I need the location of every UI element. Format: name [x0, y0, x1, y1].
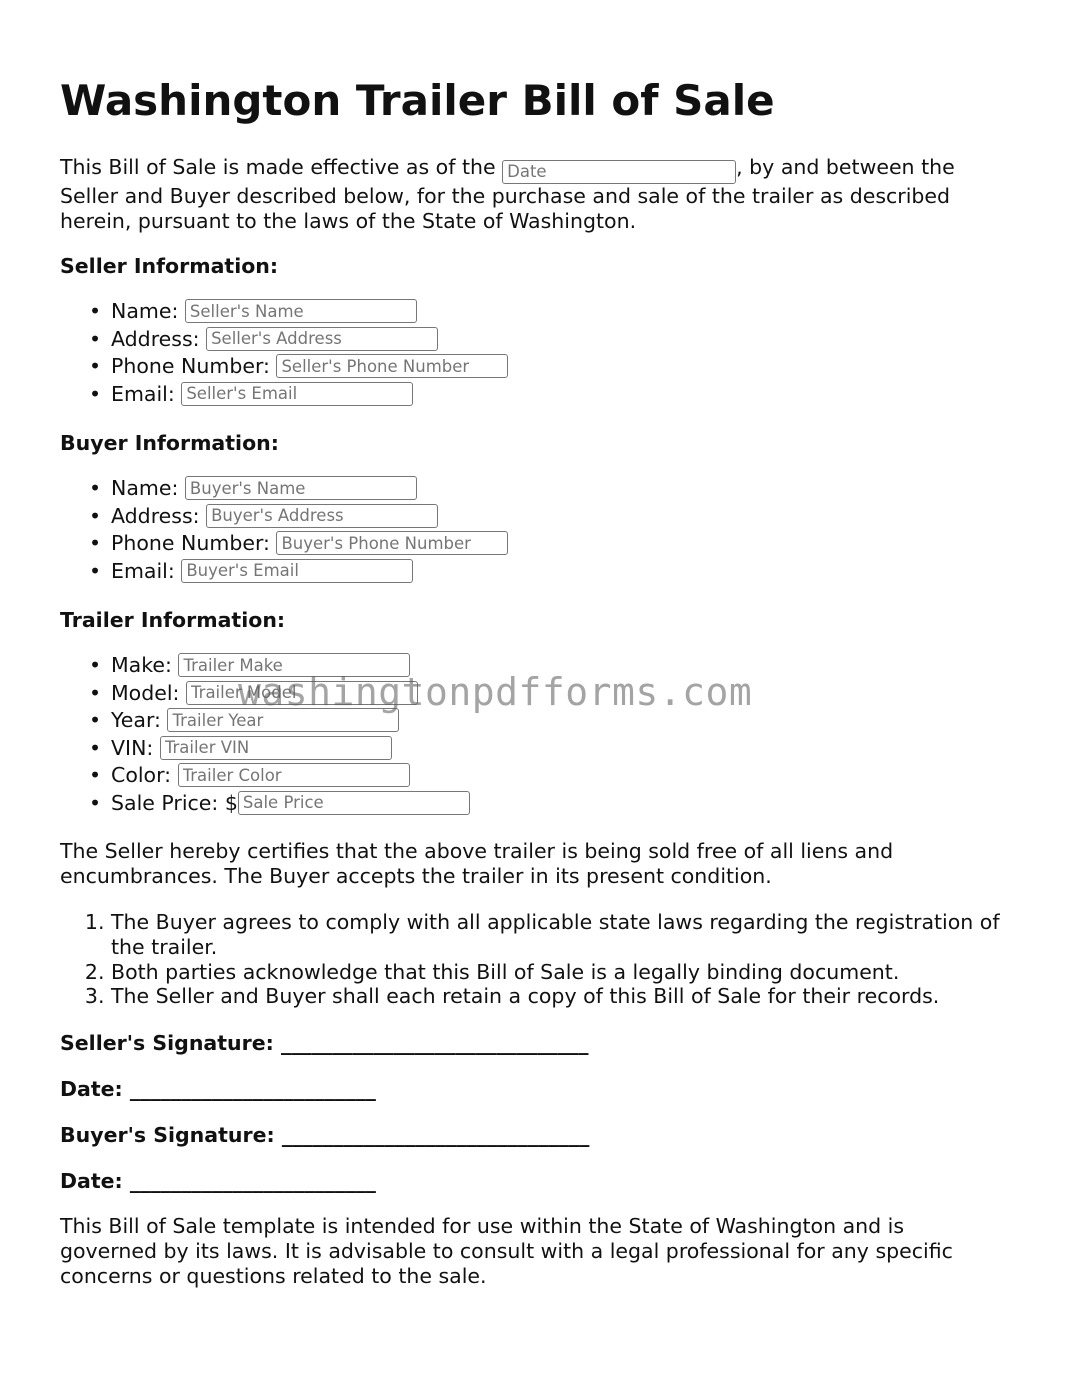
buyer-address-field[interactable]	[206, 504, 438, 528]
trailer-year-item	[60, 707, 470, 735]
trailer-year-field[interactable]	[167, 708, 399, 732]
sale-price-item	[60, 790, 470, 818]
seller-address-field[interactable]	[206, 327, 438, 351]
bullet-icon: •	[89, 558, 102, 583]
field-label: VIN:	[111, 735, 154, 760]
trailer-color-item	[60, 762, 470, 790]
bullet-icon: •	[89, 708, 102, 732]
seller-email-item	[60, 381, 508, 409]
bullet-icon: •	[89, 381, 102, 406]
bullet-icon: •	[89, 354, 102, 378]
intro-text-before: This Bill of Sale is made effective as of the	[60, 155, 503, 179]
bullet-icon: •	[89, 680, 102, 705]
field-label: Sale Price: $	[111, 790, 238, 815]
intro-text-after: , by and between the Seller and Buyer described below, for the purchase and sale of the trailer as described herein, pursuant to the laws of the State of Washington.	[60, 155, 955, 233]
seller-name-field[interactable]	[185, 299, 417, 323]
watermark-text: washingtonpdfforms.com	[238, 670, 753, 714]
terms-list	[60, 910, 1001, 1009]
bullet-icon: •	[89, 299, 102, 323]
field-label: Address:	[111, 503, 200, 528]
trailer-model-field[interactable]	[186, 681, 418, 705]
certification-paragraph: The Seller hereby certifies that the above trailer is being sold free of all liens and encumbrances. The Buyer accepts the trailer in its present condition.	[60, 839, 894, 888]
buyer-phone-field[interactable]	[276, 531, 508, 555]
footer-paragraph: This Bill of Sale template is intended for use within the State of Washington and is governed by its laws. It is advisable to consult with a legal professional for any specific concerns or questions related to the sale.	[60, 1214, 953, 1288]
field-label: Make:	[111, 653, 172, 677]
field-label: Year:	[111, 708, 161, 732]
trailer-vin-field[interactable]	[160, 736, 392, 760]
field-label: Color:	[111, 763, 172, 787]
trailer-heading: Trailer Information:	[60, 608, 286, 632]
bullet-icon: •	[89, 735, 102, 760]
seller-name-item	[60, 298, 508, 326]
field-label: Email:	[111, 381, 175, 406]
buyer-name-field[interactable]	[185, 476, 417, 500]
field-label: Address:	[111, 326, 200, 351]
trailer-color-field[interactable]	[178, 763, 410, 787]
seller-fields	[60, 298, 508, 408]
bullet-icon: •	[89, 790, 102, 815]
bullet-icon: •	[89, 653, 102, 677]
bullet-icon: •	[89, 763, 102, 787]
term-item: 1. The Buyer agrees to comply with all applicable state laws regarding the registration of the trailer.	[111, 910, 1001, 960]
buyer-phone-item	[60, 530, 508, 558]
buyer-email-field[interactable]	[181, 559, 413, 583]
sale-price-field[interactable]	[238, 791, 470, 815]
buyer-fields	[60, 475, 508, 585]
field-label: Phone Number:	[111, 531, 270, 555]
bullet-icon: •	[89, 531, 102, 555]
seller-heading: Seller Information:	[60, 254, 279, 278]
trailer-model-item	[60, 680, 470, 708]
trailer-fields	[60, 652, 470, 817]
buyer-email-item	[60, 558, 508, 586]
field-label: Email:	[111, 558, 175, 583]
effective-date-field[interactable]	[502, 160, 736, 184]
intro-paragraph	[60, 155, 1000, 234]
bullet-icon: •	[89, 476, 102, 500]
trailer-make-field[interactable]	[178, 653, 410, 677]
field-label: Phone Number:	[111, 354, 270, 378]
field-label: Name:	[111, 476, 179, 500]
buyer-name-item	[60, 475, 508, 503]
term-item: 2. Both parties acknowledge that this Bill of Sale is a legally binding document.	[111, 960, 1001, 985]
buyer-signature-line[interactable]: Buyer's Signature: ______________________________	[60, 1123, 590, 1147]
bullet-icon: •	[89, 326, 102, 351]
field-label: Model:	[111, 680, 180, 705]
seller-date-line[interactable]: Date: ________________________	[60, 1077, 376, 1101]
seller-email-field[interactable]	[181, 382, 413, 406]
buyer-heading: Buyer Information:	[60, 431, 279, 455]
buyer-address-item	[60, 503, 508, 531]
term-item: 3. The Seller and Buyer shall each retain a copy of this Bill of Sale for their records.	[111, 984, 1001, 1009]
trailer-make-item	[60, 652, 470, 680]
seller-phone-field[interactable]	[276, 354, 508, 378]
seller-phone-item	[60, 353, 508, 381]
page-title: Washington Trailer Bill of Sale	[60, 76, 775, 125]
seller-address-item	[60, 326, 508, 354]
seller-signature-line[interactable]: Seller's Signature: ______________________________	[60, 1031, 589, 1055]
buyer-date-line[interactable]: Date: ________________________	[60, 1169, 376, 1193]
trailer-vin-item	[60, 735, 470, 763]
bullet-icon: •	[89, 503, 102, 528]
field-label: Name:	[111, 299, 179, 323]
